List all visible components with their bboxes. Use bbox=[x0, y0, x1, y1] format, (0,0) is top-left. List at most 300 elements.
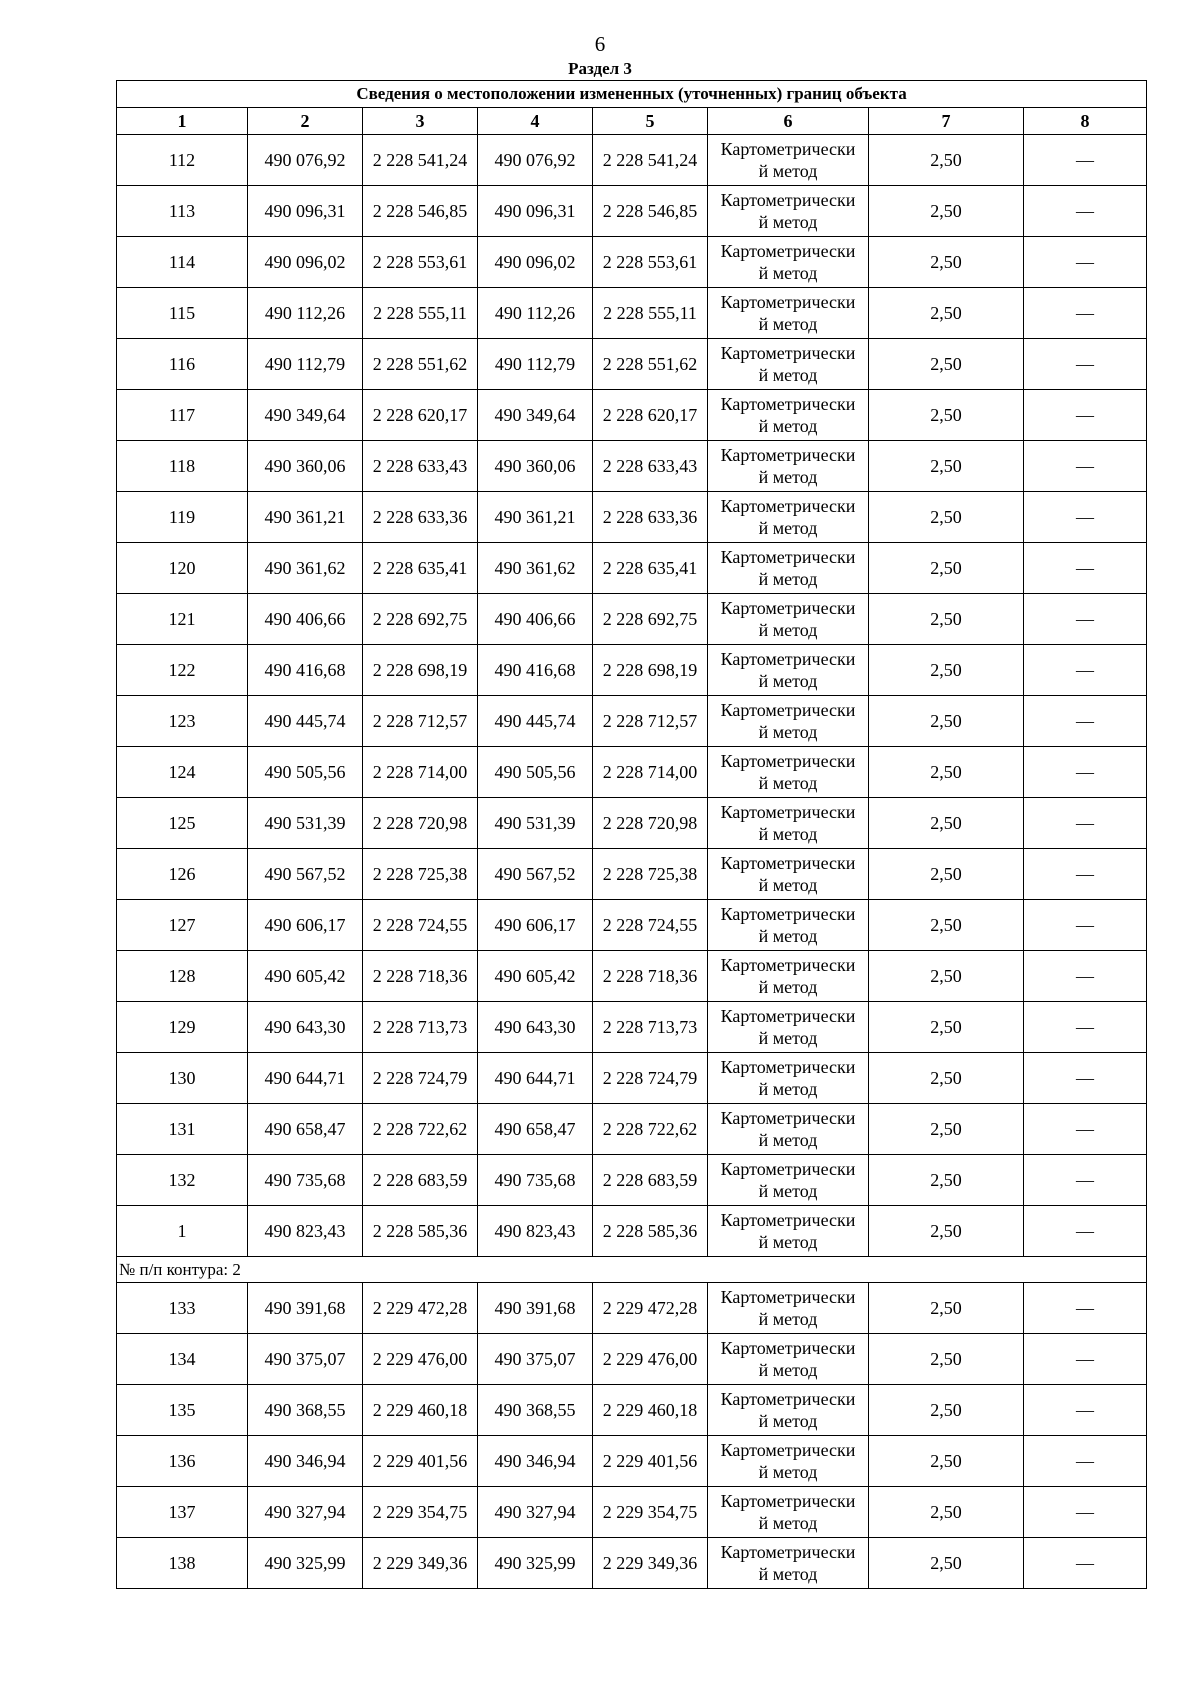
method-text-line1: Картометрически bbox=[720, 1159, 856, 1179]
table-row bbox=[117, 390, 1147, 441]
x-new-cell: 490 375,07 bbox=[478, 1334, 593, 1385]
accuracy-cell: 2,50 bbox=[869, 1002, 1024, 1053]
contour-separator-row bbox=[117, 1257, 1147, 1283]
method-text-line1: Картометрически bbox=[720, 1542, 856, 1562]
method-text-line1: Картометрически bbox=[720, 955, 856, 975]
method-text-line2: й метод bbox=[758, 1232, 818, 1252]
method-cell bbox=[708, 849, 869, 900]
method-text-line2: й метод bbox=[758, 722, 818, 742]
method-text-line1: Картометрически bbox=[720, 1210, 856, 1230]
accuracy-cell: 2,50 bbox=[869, 849, 1024, 900]
contour-label: № п/п контура: 2 bbox=[117, 1257, 1147, 1283]
y-new-cell: 2 228 698,19 bbox=[593, 645, 708, 696]
y-new-cell: 2 228 683,59 bbox=[593, 1155, 708, 1206]
section-title: Раздел 3 bbox=[568, 59, 632, 78]
method-text-line2: й метод bbox=[758, 671, 818, 691]
point-number-cell: 122 bbox=[117, 645, 248, 696]
point-number-cell: 116 bbox=[117, 339, 248, 390]
coordinates-table bbox=[116, 80, 1147, 1589]
table-row bbox=[117, 186, 1147, 237]
method-text-line1: Картометрически bbox=[720, 1006, 856, 1026]
y-existing-cell: 2 229 476,00 bbox=[363, 1334, 478, 1385]
table-row bbox=[117, 237, 1147, 288]
table-row bbox=[117, 543, 1147, 594]
y-new-cell: 2 228 692,75 bbox=[593, 594, 708, 645]
y-existing-cell: 2 228 712,57 bbox=[363, 696, 478, 747]
description-cell: — bbox=[1024, 849, 1147, 900]
x-new-cell: 490 112,79 bbox=[478, 339, 593, 390]
column-number-row bbox=[117, 108, 1147, 135]
y-existing-cell: 2 228 546,85 bbox=[363, 186, 478, 237]
accuracy-cell: 2,50 bbox=[869, 288, 1024, 339]
method-text-line2: й метод bbox=[758, 569, 818, 589]
column-number: 4 bbox=[478, 108, 593, 135]
accuracy-cell: 2,50 bbox=[869, 696, 1024, 747]
column-number: 2 bbox=[248, 108, 363, 135]
x-new-cell: 490 406,66 bbox=[478, 594, 593, 645]
x-existing-cell: 490 112,79 bbox=[248, 339, 363, 390]
table-row bbox=[117, 1283, 1147, 1334]
method-cell bbox=[708, 186, 869, 237]
y-new-cell: 2 228 551,62 bbox=[593, 339, 708, 390]
y-existing-cell: 2 228 541,24 bbox=[363, 135, 478, 186]
accuracy-cell: 2,50 bbox=[869, 339, 1024, 390]
x-new-cell: 490 368,55 bbox=[478, 1385, 593, 1436]
accuracy-cell: 2,50 bbox=[869, 1487, 1024, 1538]
description-cell: — bbox=[1024, 594, 1147, 645]
accuracy-cell: 2,50 bbox=[869, 186, 1024, 237]
point-number-cell: 135 bbox=[117, 1385, 248, 1436]
x-new-cell: 490 445,74 bbox=[478, 696, 593, 747]
table-row bbox=[117, 1538, 1147, 1589]
table-row bbox=[117, 696, 1147, 747]
y-existing-cell: 2 228 720,98 bbox=[363, 798, 478, 849]
y-new-cell: 2 229 460,18 bbox=[593, 1385, 708, 1436]
method-text-line1: Картометрически bbox=[720, 1491, 856, 1511]
table-row bbox=[117, 849, 1147, 900]
table-body bbox=[117, 135, 1147, 1589]
method-text-line2: й метод bbox=[758, 1130, 818, 1150]
method-cell bbox=[708, 543, 869, 594]
accuracy-cell: 2,50 bbox=[869, 951, 1024, 1002]
method-text-line1: Картометрически bbox=[720, 547, 856, 567]
description-cell: — bbox=[1024, 1385, 1147, 1436]
y-existing-cell: 2 228 724,79 bbox=[363, 1053, 478, 1104]
y-new-cell: 2 229 476,00 bbox=[593, 1334, 708, 1385]
y-existing-cell: 2 228 551,62 bbox=[363, 339, 478, 390]
x-existing-cell: 490 823,43 bbox=[248, 1206, 363, 1257]
table-row bbox=[117, 645, 1147, 696]
point-number-cell: 121 bbox=[117, 594, 248, 645]
point-number-cell: 137 bbox=[117, 1487, 248, 1538]
method-cell bbox=[708, 798, 869, 849]
description-cell: — bbox=[1024, 951, 1147, 1002]
y-existing-cell: 2 228 698,19 bbox=[363, 645, 478, 696]
x-existing-cell: 490 361,62 bbox=[248, 543, 363, 594]
x-new-cell: 490 327,94 bbox=[478, 1487, 593, 1538]
method-cell bbox=[708, 747, 869, 798]
method-cell bbox=[708, 1104, 869, 1155]
description-cell: — bbox=[1024, 747, 1147, 798]
y-existing-cell: 2 229 472,28 bbox=[363, 1283, 478, 1334]
y-new-cell: 2 228 555,11 bbox=[593, 288, 708, 339]
x-existing-cell: 490 076,92 bbox=[248, 135, 363, 186]
accuracy-cell: 2,50 bbox=[869, 543, 1024, 594]
method-text-line2: й метод bbox=[758, 161, 818, 181]
x-existing-cell: 490 567,52 bbox=[248, 849, 363, 900]
point-number-cell: 128 bbox=[117, 951, 248, 1002]
point-number-cell: 119 bbox=[117, 492, 248, 543]
x-new-cell: 490 346,94 bbox=[478, 1436, 593, 1487]
accuracy-cell: 2,50 bbox=[869, 1334, 1024, 1385]
x-new-cell: 490 823,43 bbox=[478, 1206, 593, 1257]
method-cell bbox=[708, 1155, 869, 1206]
point-number-cell: 129 bbox=[117, 1002, 248, 1053]
table-row bbox=[117, 1334, 1147, 1385]
y-new-cell: 2 229 354,75 bbox=[593, 1487, 708, 1538]
accuracy-cell: 2,50 bbox=[869, 1283, 1024, 1334]
column-number: 6 bbox=[708, 108, 869, 135]
method-cell bbox=[708, 951, 869, 1002]
method-text-line1: Картометрически bbox=[720, 1389, 856, 1409]
x-existing-cell: 490 505,56 bbox=[248, 747, 363, 798]
method-text-line2: й метод bbox=[758, 467, 818, 487]
y-new-cell: 2 228 541,24 bbox=[593, 135, 708, 186]
x-existing-cell: 490 658,47 bbox=[248, 1104, 363, 1155]
description-cell: — bbox=[1024, 186, 1147, 237]
y-existing-cell: 2 228 620,17 bbox=[363, 390, 478, 441]
y-existing-cell: 2 229 460,18 bbox=[363, 1385, 478, 1436]
accuracy-cell: 2,50 bbox=[869, 798, 1024, 849]
accuracy-cell: 2,50 bbox=[869, 237, 1024, 288]
y-existing-cell: 2 228 553,61 bbox=[363, 237, 478, 288]
method-cell bbox=[708, 1385, 869, 1436]
x-existing-cell: 490 606,17 bbox=[248, 900, 363, 951]
x-existing-cell: 490 096,31 bbox=[248, 186, 363, 237]
description-cell: — bbox=[1024, 1002, 1147, 1053]
method-text-line1: Картометрически bbox=[720, 445, 856, 465]
method-text-line2: й метод bbox=[758, 1309, 818, 1329]
y-new-cell: 2 228 725,38 bbox=[593, 849, 708, 900]
y-existing-cell: 2 228 633,43 bbox=[363, 441, 478, 492]
y-existing-cell: 2 228 683,59 bbox=[363, 1155, 478, 1206]
description-cell: — bbox=[1024, 900, 1147, 951]
point-number-cell: 114 bbox=[117, 237, 248, 288]
accuracy-cell: 2,50 bbox=[869, 1385, 1024, 1436]
description-cell: — bbox=[1024, 645, 1147, 696]
x-new-cell: 490 605,42 bbox=[478, 951, 593, 1002]
method-text-line1: Картометрически bbox=[720, 1440, 856, 1460]
y-new-cell: 2 228 724,79 bbox=[593, 1053, 708, 1104]
description-cell: — bbox=[1024, 1053, 1147, 1104]
x-new-cell: 490 735,68 bbox=[478, 1155, 593, 1206]
y-existing-cell: 2 228 713,73 bbox=[363, 1002, 478, 1053]
table-caption: Сведения о местоположении измененных (уточненных) границ объекта bbox=[117, 81, 1147, 108]
description-cell: — bbox=[1024, 1104, 1147, 1155]
point-number-cell: 130 bbox=[117, 1053, 248, 1104]
method-cell bbox=[708, 339, 869, 390]
method-text-line1: Картометрически bbox=[720, 904, 856, 924]
description-cell: — bbox=[1024, 135, 1147, 186]
x-new-cell: 490 416,68 bbox=[478, 645, 593, 696]
y-existing-cell: 2 229 349,36 bbox=[363, 1538, 478, 1589]
y-new-cell: 2 229 401,56 bbox=[593, 1436, 708, 1487]
x-new-cell: 490 112,26 bbox=[478, 288, 593, 339]
table-row bbox=[117, 1053, 1147, 1104]
point-number-cell: 118 bbox=[117, 441, 248, 492]
table-row bbox=[117, 798, 1147, 849]
accuracy-cell: 2,50 bbox=[869, 1104, 1024, 1155]
x-new-cell: 490 567,52 bbox=[478, 849, 593, 900]
method-text-line2: й метод bbox=[758, 1181, 818, 1201]
x-existing-cell: 490 644,71 bbox=[248, 1053, 363, 1104]
method-text-line1: Картометрически bbox=[720, 802, 856, 822]
description-cell: — bbox=[1024, 1155, 1147, 1206]
description-cell: — bbox=[1024, 390, 1147, 441]
accuracy-cell: 2,50 bbox=[869, 1053, 1024, 1104]
method-text-line2: й метод bbox=[758, 1462, 818, 1482]
y-new-cell: 2 228 720,98 bbox=[593, 798, 708, 849]
x-existing-cell: 490 361,21 bbox=[248, 492, 363, 543]
description-cell: — bbox=[1024, 237, 1147, 288]
x-new-cell: 490 658,47 bbox=[478, 1104, 593, 1155]
y-existing-cell: 2 228 722,62 bbox=[363, 1104, 478, 1155]
method-text-line1: Картометрически bbox=[720, 700, 856, 720]
method-text-line2: й метод bbox=[758, 1564, 818, 1584]
x-existing-cell: 490 531,39 bbox=[248, 798, 363, 849]
x-existing-cell: 490 346,94 bbox=[248, 1436, 363, 1487]
x-new-cell: 490 391,68 bbox=[478, 1283, 593, 1334]
point-number-cell: 125 bbox=[117, 798, 248, 849]
accuracy-cell: 2,50 bbox=[869, 594, 1024, 645]
point-number-cell: 1 bbox=[117, 1206, 248, 1257]
method-cell bbox=[708, 594, 869, 645]
accuracy-cell: 2,50 bbox=[869, 441, 1024, 492]
x-new-cell: 490 361,62 bbox=[478, 543, 593, 594]
x-existing-cell: 490 445,74 bbox=[248, 696, 363, 747]
method-cell bbox=[708, 696, 869, 747]
y-existing-cell: 2 229 354,75 bbox=[363, 1487, 478, 1538]
x-existing-cell: 490 643,30 bbox=[248, 1002, 363, 1053]
method-text-line2: й метод bbox=[758, 365, 818, 385]
method-text-line2: й метод bbox=[758, 518, 818, 538]
description-cell: — bbox=[1024, 288, 1147, 339]
table-row bbox=[117, 1104, 1147, 1155]
description-cell: — bbox=[1024, 492, 1147, 543]
y-new-cell: 2 228 713,73 bbox=[593, 1002, 708, 1053]
y-existing-cell: 2 228 718,36 bbox=[363, 951, 478, 1002]
method-text-line2: й метод bbox=[758, 416, 818, 436]
method-cell bbox=[708, 900, 869, 951]
y-new-cell: 2 228 714,00 bbox=[593, 747, 708, 798]
method-text-line2: й метод bbox=[758, 773, 818, 793]
method-text-line2: й метод bbox=[758, 212, 818, 232]
y-new-cell: 2 228 712,57 bbox=[593, 696, 708, 747]
accuracy-cell: 2,50 bbox=[869, 1206, 1024, 1257]
table-row bbox=[117, 1002, 1147, 1053]
y-new-cell: 2 228 718,36 bbox=[593, 951, 708, 1002]
method-text-line2: й метод bbox=[758, 1028, 818, 1048]
y-existing-cell: 2 228 585,36 bbox=[363, 1206, 478, 1257]
method-text-line2: й метод bbox=[758, 620, 818, 640]
method-text-line1: Картометрически bbox=[720, 292, 856, 312]
column-number: 3 bbox=[363, 108, 478, 135]
method-text-line2: й метод bbox=[758, 824, 818, 844]
accuracy-cell: 2,50 bbox=[869, 1436, 1024, 1487]
method-cell bbox=[708, 1002, 869, 1053]
method-cell bbox=[708, 441, 869, 492]
method-text-line1: Картометрически bbox=[720, 853, 856, 873]
description-cell: — bbox=[1024, 1487, 1147, 1538]
accuracy-cell: 2,50 bbox=[869, 1538, 1024, 1589]
point-number-cell: 133 bbox=[117, 1283, 248, 1334]
x-existing-cell: 490 327,94 bbox=[248, 1487, 363, 1538]
x-existing-cell: 490 349,64 bbox=[248, 390, 363, 441]
description-cell: — bbox=[1024, 1334, 1147, 1385]
method-text-line2: й метод bbox=[758, 926, 818, 946]
x-existing-cell: 490 325,99 bbox=[248, 1538, 363, 1589]
method-text-line1: Картометрически bbox=[720, 1287, 856, 1307]
column-number: 7 bbox=[869, 108, 1024, 135]
description-cell: — bbox=[1024, 1538, 1147, 1589]
table-row bbox=[117, 135, 1147, 186]
column-number: 8 bbox=[1024, 108, 1147, 135]
accuracy-cell: 2,50 bbox=[869, 900, 1024, 951]
method-cell bbox=[708, 492, 869, 543]
x-existing-cell: 490 406,66 bbox=[248, 594, 363, 645]
x-existing-cell: 490 112,26 bbox=[248, 288, 363, 339]
method-cell bbox=[708, 1487, 869, 1538]
table-row bbox=[117, 900, 1147, 951]
table-row bbox=[117, 288, 1147, 339]
point-number-cell: 123 bbox=[117, 696, 248, 747]
method-cell bbox=[708, 1538, 869, 1589]
x-existing-cell: 490 391,68 bbox=[248, 1283, 363, 1334]
point-number-cell: 117 bbox=[117, 390, 248, 441]
point-number-cell: 136 bbox=[117, 1436, 248, 1487]
table-row bbox=[117, 1155, 1147, 1206]
description-cell: — bbox=[1024, 543, 1147, 594]
method-text-line1: Картометрически bbox=[720, 394, 856, 414]
point-number-cell: 131 bbox=[117, 1104, 248, 1155]
method-cell bbox=[708, 135, 869, 186]
x-new-cell: 490 325,99 bbox=[478, 1538, 593, 1589]
x-new-cell: 490 096,02 bbox=[478, 237, 593, 288]
table-row bbox=[117, 1385, 1147, 1436]
method-cell bbox=[708, 1334, 869, 1385]
y-new-cell: 2 228 620,17 bbox=[593, 390, 708, 441]
point-number-cell: 134 bbox=[117, 1334, 248, 1385]
method-text-line1: Картометрически bbox=[720, 343, 856, 363]
point-number-cell: 112 bbox=[117, 135, 248, 186]
x-new-cell: 490 606,17 bbox=[478, 900, 593, 951]
y-new-cell: 2 228 724,55 bbox=[593, 900, 708, 951]
method-cell bbox=[708, 237, 869, 288]
method-text-line1: Картометрически bbox=[720, 190, 856, 210]
x-existing-cell: 490 375,07 bbox=[248, 1334, 363, 1385]
method-cell bbox=[708, 390, 869, 441]
table-row bbox=[117, 492, 1147, 543]
y-existing-cell: 2 228 555,11 bbox=[363, 288, 478, 339]
y-existing-cell: 2 228 725,38 bbox=[363, 849, 478, 900]
method-text-line2: й метод bbox=[758, 1411, 818, 1431]
description-cell: — bbox=[1024, 339, 1147, 390]
method-text-line1: Картометрически bbox=[720, 496, 856, 516]
y-new-cell: 2 228 553,61 bbox=[593, 237, 708, 288]
y-new-cell: 2 229 472,28 bbox=[593, 1283, 708, 1334]
point-number-cell: 127 bbox=[117, 900, 248, 951]
table-row bbox=[117, 441, 1147, 492]
method-text-line2: й метод bbox=[758, 1513, 818, 1533]
x-new-cell: 490 360,06 bbox=[478, 441, 593, 492]
y-existing-cell: 2 228 692,75 bbox=[363, 594, 478, 645]
method-text-line1: Картометрически bbox=[720, 598, 856, 618]
point-number-cell: 124 bbox=[117, 747, 248, 798]
description-cell: — bbox=[1024, 1206, 1147, 1257]
point-number-cell: 120 bbox=[117, 543, 248, 594]
accuracy-cell: 2,50 bbox=[869, 645, 1024, 696]
method-text-line2: й метод bbox=[758, 263, 818, 283]
x-existing-cell: 490 368,55 bbox=[248, 1385, 363, 1436]
method-text-line2: й метод bbox=[758, 875, 818, 895]
method-cell bbox=[708, 1283, 869, 1334]
description-cell: — bbox=[1024, 1436, 1147, 1487]
description-cell: — bbox=[1024, 798, 1147, 849]
x-existing-cell: 490 360,06 bbox=[248, 441, 363, 492]
method-text-line1: Картометрически bbox=[720, 1338, 856, 1358]
point-number-cell: 113 bbox=[117, 186, 248, 237]
method-text-line2: й метод bbox=[758, 977, 818, 997]
y-new-cell: 2 228 635,41 bbox=[593, 543, 708, 594]
y-new-cell: 2 228 722,62 bbox=[593, 1104, 708, 1155]
method-cell bbox=[708, 1436, 869, 1487]
accuracy-cell: 2,50 bbox=[869, 390, 1024, 441]
method-text-line1: Картометрически bbox=[720, 241, 856, 261]
accuracy-cell: 2,50 bbox=[869, 135, 1024, 186]
description-cell: — bbox=[1024, 1283, 1147, 1334]
table-row bbox=[117, 951, 1147, 1002]
x-new-cell: 490 076,92 bbox=[478, 135, 593, 186]
column-number: 5 bbox=[593, 108, 708, 135]
method-text-line1: Картометрически bbox=[720, 649, 856, 669]
column-number: 1 bbox=[117, 108, 248, 135]
table-row bbox=[117, 1487, 1147, 1538]
y-new-cell: 2 228 546,85 bbox=[593, 186, 708, 237]
method-text-line1: Картометрически bbox=[720, 139, 856, 159]
method-text-line1: Картометрически bbox=[720, 751, 856, 771]
table-row bbox=[117, 1436, 1147, 1487]
x-existing-cell: 490 735,68 bbox=[248, 1155, 363, 1206]
method-cell bbox=[708, 288, 869, 339]
table-row bbox=[117, 594, 1147, 645]
y-existing-cell: 2 229 401,56 bbox=[363, 1436, 478, 1487]
method-text-line2: й метод bbox=[758, 1360, 818, 1380]
y-new-cell: 2 228 585,36 bbox=[593, 1206, 708, 1257]
x-new-cell: 490 096,31 bbox=[478, 186, 593, 237]
y-new-cell: 2 228 633,36 bbox=[593, 492, 708, 543]
table-row bbox=[117, 747, 1147, 798]
point-number-cell: 132 bbox=[117, 1155, 248, 1206]
table-caption-row bbox=[117, 81, 1147, 108]
accuracy-cell: 2,50 bbox=[869, 1155, 1024, 1206]
method-cell bbox=[708, 645, 869, 696]
point-number-cell: 138 bbox=[117, 1538, 248, 1589]
method-text-line2: й метод bbox=[758, 314, 818, 334]
x-new-cell: 490 505,56 bbox=[478, 747, 593, 798]
table-row bbox=[117, 339, 1147, 390]
x-new-cell: 490 531,39 bbox=[478, 798, 593, 849]
x-new-cell: 490 349,64 bbox=[478, 390, 593, 441]
